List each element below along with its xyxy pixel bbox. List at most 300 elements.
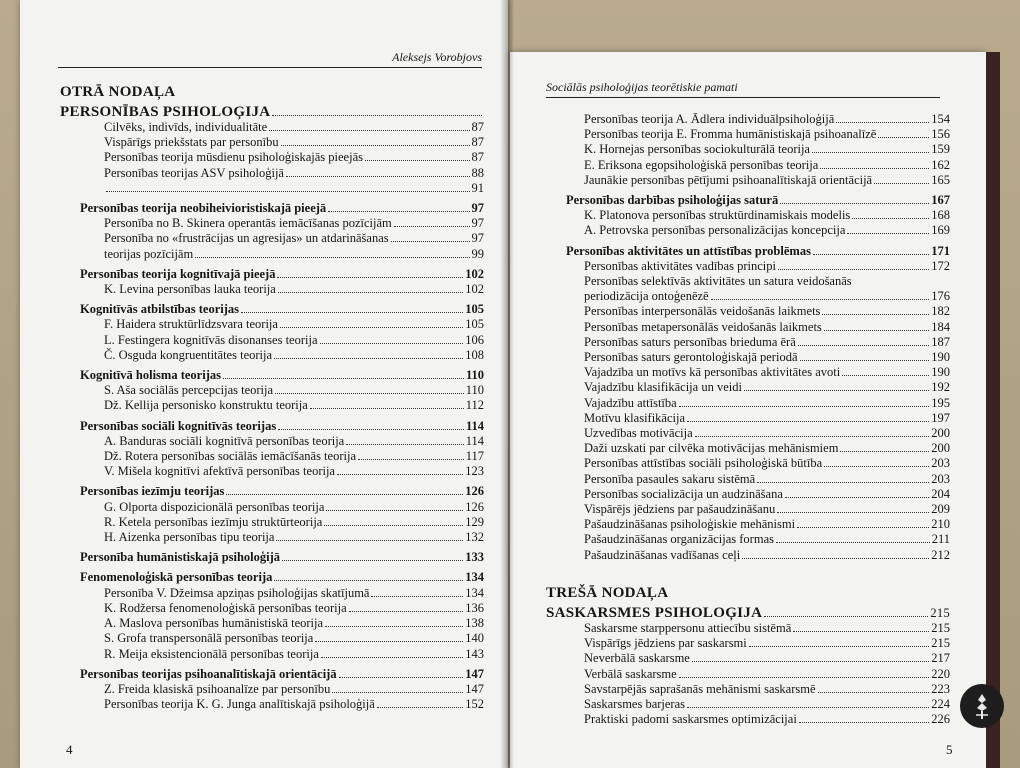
toc-page-number: 182 (931, 304, 950, 319)
toc-entry (546, 487, 950, 502)
toc-entry (546, 158, 950, 173)
leader-dots (332, 692, 463, 693)
toc-page-number: 215 (930, 605, 950, 620)
toc-entry (546, 667, 950, 682)
toc-entry-title: Č. Osguda kongruentitātes teorija (104, 347, 273, 362)
toc-page-number: 110 (465, 368, 484, 383)
toc-entry (60, 231, 484, 246)
running-head-right: Sociālās psiholoģijas teorētiskie pamati (546, 80, 940, 98)
toc-entry (60, 530, 484, 545)
leader-dots (394, 226, 470, 227)
toc-entry (546, 502, 950, 517)
toc-page-number: 200 (931, 441, 950, 456)
leader-dots (281, 145, 470, 146)
toc-page-number: 172 (931, 258, 950, 273)
toc-page-number: 190 (931, 350, 950, 365)
leader-dots (679, 406, 930, 407)
toc-section (60, 368, 484, 383)
toc-entry (60, 449, 484, 464)
toc-right (546, 112, 950, 727)
toc-entry (60, 120, 484, 135)
toc-page-number: 88 (471, 165, 484, 180)
toc-entry (60, 135, 484, 150)
toc-entry-title: Personības selektīvās aktivitātes un satura veidošanās (584, 274, 852, 289)
toc-entry-title: Daži uzskati par cilvēka motivācijas mehānismiem (584, 441, 839, 456)
toc-entry-title: K. Rodžersa fenomenoloģiskā personības teorija (104, 600, 347, 615)
toc-page-number: 190 (931, 365, 950, 380)
toc-entry (546, 456, 950, 471)
toc-page-number: 195 (931, 395, 950, 410)
toc-entry (546, 548, 950, 563)
part-label: OTRĀ NODAĻA (60, 84, 176, 100)
leader-dots (824, 466, 929, 467)
leader-dots (349, 611, 464, 612)
toc-page-number: 167 (931, 193, 950, 208)
toc-page-number: 147 (465, 681, 484, 696)
toc-section (60, 267, 484, 282)
toc-entry (60, 383, 484, 398)
toc-entry-title: Vajadzību klasifikācija un veidi (584, 380, 742, 395)
toc-section (60, 302, 484, 317)
toc-page-number: 200 (931, 426, 950, 441)
toc-entry (60, 500, 484, 515)
leader-dots (195, 257, 469, 258)
leader-dots (106, 191, 470, 192)
toc-entry (546, 712, 950, 727)
toc-entry-title: Verbālā saskarsme (584, 666, 677, 681)
toc-entry-title: Personība V. Džeimsa apziņas psiholoģijas skatījumā (104, 585, 370, 600)
toc-page-number: 126 (465, 499, 484, 514)
toc-page-number: 165 (931, 172, 950, 187)
leader-dots (852, 218, 929, 219)
leader-dots (749, 646, 929, 647)
part-spacer (546, 563, 950, 581)
toc-section (546, 244, 950, 259)
toc-entry (60, 682, 484, 697)
toc-page-number: 87 (471, 120, 484, 134)
leader-dots (391, 241, 470, 242)
toc-page-number: 184 (931, 319, 950, 334)
leader-dots (282, 560, 463, 561)
toc-entry-title: Jaunākie personības pētījumi psihoanalītiskajā orientācijā (584, 172, 873, 187)
toc-entry (546, 223, 950, 238)
toc-entry (546, 697, 950, 712)
toc-entry-title: Personības aktivitātes un attīstības problēmas (566, 243, 811, 258)
toc-page-number: 114 (465, 433, 484, 448)
toc-entry-title: Personība no B. Skinera operantās iemācīšanas pozīcijām (104, 216, 392, 231)
leader-dots (813, 254, 929, 255)
toc-entry-title: Personības teorijas ASV psiholoģijā (104, 165, 284, 180)
toc-page-number: 112 (465, 398, 484, 413)
toc-entry-title: L. Festingera kognitīvās disonanses teorija (104, 332, 318, 347)
leader-dots (274, 580, 463, 581)
toc-entry-title: E. Eriksona egopsiholoģiskā personības teorija (584, 157, 819, 172)
toc-page-number: 169 (931, 223, 950, 238)
leader-dots (777, 512, 929, 513)
toc-entry-title: F. Haidera struktūrlīdzsvara teorija (104, 317, 278, 332)
leader-dots (328, 211, 469, 212)
toc-section (60, 201, 484, 216)
leader-dots (358, 459, 464, 460)
toc-page-number: 220 (931, 666, 950, 681)
leader-dots (286, 176, 470, 177)
toc-entry (60, 616, 484, 631)
toc-entry (546, 127, 950, 142)
leader-dots (742, 558, 929, 559)
leader-dots (799, 722, 929, 723)
toc-entry (546, 259, 950, 274)
toc-page-number: 99 (471, 246, 484, 261)
toc-entry-title: K. Platonova personības struktūrdinamiskais modelis (584, 208, 851, 223)
toc-entry-title: H. Aizenka personības tipu teorija (104, 530, 275, 545)
leader-dots (274, 358, 463, 359)
toc-entry-title: S. Aša sociālās percepcijas teorija (104, 383, 274, 398)
toc-page-number: 102 (465, 282, 484, 297)
toc-page-number: 209 (931, 502, 950, 517)
leader-dots (780, 203, 929, 204)
toc-entry-title: Pašaudzināšanas organizācijas formas (584, 532, 774, 547)
toc-entry (546, 304, 950, 319)
leader-dots (275, 393, 464, 394)
toc-page-number: 224 (931, 696, 950, 711)
toc-page-number: 147 (465, 666, 484, 681)
toc-page-number: 105 (465, 317, 484, 332)
toc-page-number: 126 (465, 484, 484, 499)
leader-dots (836, 122, 929, 123)
toc-entry-title: Fenomenoloģiskā personības teorija (80, 570, 273, 585)
part-title-text: PERSONĪBAS PSIHOLOĢIJA (60, 104, 271, 120)
leader-dots (346, 444, 463, 445)
toc-entry (60, 697, 484, 712)
toc-page-number: 171 (931, 243, 950, 258)
toc-entry-title: Personība pasaules sakaru sistēmā (584, 471, 756, 486)
page-number-left: 4 (66, 742, 73, 757)
toc-page-number: 187 (931, 334, 950, 349)
toc-page-number: 197 (931, 410, 950, 425)
leader-dots (320, 343, 464, 344)
toc-entry (60, 398, 484, 413)
toc-entry-title: Personības saturs personības brieduma ērā (584, 334, 796, 349)
toc-entry-title: Vispārējs jēdziens par pašaudzināšanu (584, 502, 776, 517)
leader-dots (818, 692, 930, 693)
leader-dots (874, 183, 929, 184)
toc-entry (60, 282, 484, 297)
toc-entry (60, 317, 484, 332)
toc-entry (546, 426, 950, 441)
toc-entry-title: Personības aktivitātes vadības principi (584, 258, 776, 273)
leader-dots (847, 233, 929, 234)
toc-entry-title: Personības socializācija un audzināšana (584, 486, 783, 501)
leader-dots (325, 626, 463, 627)
toc-entry (546, 396, 950, 411)
toc-section (60, 484, 484, 499)
leader-dots (687, 707, 929, 708)
toc-page-number: 176 (931, 289, 950, 304)
leader-dots (365, 160, 470, 161)
toc-page-number: 162 (931, 157, 950, 172)
toc-entry (60, 586, 484, 601)
leader-dots (757, 482, 929, 483)
toc-page-number: 154 (931, 112, 950, 126)
toc-entry (546, 112, 950, 127)
toc-entry-title: Vajadzība un motīvs kā personības aktivitātes avoti (584, 365, 841, 380)
cover-edge (986, 52, 1000, 768)
left-page (20, 0, 508, 768)
toc-page-number: 133 (465, 550, 484, 565)
toc-entry-title: Personības sociāli kognitīvās teorijas (80, 418, 277, 433)
toc-section (60, 667, 484, 682)
toc-page-number: 132 (465, 530, 484, 545)
toc-page-number: 204 (931, 486, 950, 501)
toc-entry (546, 682, 950, 697)
toc-page-number: 97 (471, 216, 484, 231)
toc-entry-title: S. Grofa transpersonālā personības teorija (104, 631, 314, 646)
leader-dots (695, 436, 930, 437)
toc-page-number: 91 (471, 180, 484, 195)
toc-entry-title: Personības metapersonālās veidošanās laikmets (584, 319, 822, 334)
toc-page-number: 97 (471, 201, 484, 216)
page-number-right: 5 (946, 742, 953, 757)
toc-entry (546, 173, 950, 188)
toc-entry (546, 651, 950, 666)
leader-dots (797, 527, 929, 528)
toc-page-number: 203 (931, 456, 950, 471)
toc-page-number: 114 (465, 418, 484, 433)
toc-entry-title: Personības teorijas psihoanalītiskajā orientācijā (80, 666, 337, 681)
toc-page-number: 217 (931, 651, 950, 666)
toc-entry (546, 289, 950, 304)
leader-dots (226, 494, 463, 495)
toc-entry-title: Personības teorija mūsdienu psiholoģiskajās pieejās (104, 150, 363, 165)
toc-entry (546, 142, 950, 157)
toc-page-number: 211 (931, 532, 950, 547)
toc-entry-title: Kognitīvā holisma teorijas (80, 368, 221, 383)
toc-entry-title: Uzvedības motivācija (584, 426, 693, 441)
toc-entry (60, 647, 484, 662)
leader-dots (798, 345, 930, 346)
toc-entry-title: Vispārīgs jēdziens par saskarsmi (584, 636, 747, 651)
leader-dots (337, 474, 463, 475)
toc-entry (60, 150, 484, 165)
toc-page-number: 192 (931, 380, 950, 395)
leader-dots (744, 390, 929, 391)
running-head-left: Aleksejs Vorobjovs (58, 50, 482, 68)
leader-dots (800, 360, 930, 361)
toc-page-number: 110 (465, 383, 484, 398)
leader-dots (339, 677, 464, 678)
tree-logo-icon (960, 684, 1004, 728)
toc-entry-title: A. Banduras sociāli kognitīvā personības teorija (104, 433, 345, 448)
toc-entry-title: Personības teorija kognitīvajā pieejā (80, 266, 276, 281)
toc-page-number: 226 (931, 712, 950, 727)
toc-page-number: 140 (465, 631, 484, 646)
toc-entry-title: G. Olporta dispozicionālā personības teorija (104, 499, 325, 514)
toc-entry (546, 274, 950, 289)
toc-entry-title: A. Petrovska personības personalizācijas koncepcija (584, 223, 846, 238)
toc-entry-title: Personība no «frustrācijas un agresijas» un atdarināšanas (104, 231, 389, 246)
leader-dots (824, 330, 929, 331)
toc-entry (546, 335, 950, 350)
toc-entry (546, 472, 950, 487)
toc-page-number: 87 (471, 135, 484, 150)
leader-dots (269, 130, 469, 131)
toc-entry-title: R. Meija eksistencionālā personības teorija (104, 646, 319, 661)
book-spine (500, 0, 514, 768)
toc-entry (546, 636, 950, 651)
leader-dots (326, 510, 463, 511)
toc-page-number: 143 (465, 646, 484, 661)
leader-dots (276, 540, 463, 541)
toc-entry-title: V. Mišela kognitīvi afektīvā personības teorija (104, 464, 335, 479)
toc-page-number: 105 (465, 302, 484, 317)
leader-dots (315, 641, 463, 642)
toc-entry-title: Pašaudzināšanas vadīšanas ceļi (584, 547, 741, 562)
toc-entry-title: Vajadzību attīstība (584, 395, 677, 410)
toc-entry-title: Personības attīstības sociāli psiholoģiskā būtība (584, 456, 823, 471)
toc-left (60, 80, 484, 712)
toc-entry-title: Pašaudzināšanas psiholoģiskie mehānismi (584, 517, 796, 532)
leader-dots (840, 451, 929, 452)
toc-page-number: 223 (931, 681, 950, 696)
leader-dots (371, 596, 463, 597)
toc-entry-title: R. Ketela personības iezīmju struktūrteorija (104, 514, 323, 529)
leader-dots (280, 327, 463, 328)
toc-page-number: 152 (465, 697, 484, 712)
toc-entry-title: Personības teorija K. G. Junga analītiskajā psiholoģijā (104, 697, 375, 712)
leader-dots (878, 137, 929, 138)
toc-entry (546, 350, 950, 365)
toc-entry-title: Personības teorija E. Fromma humānistiskajā psihoanalīzē (584, 127, 877, 142)
toc-entry-title: Personības saturs gerontoloģiskajā periodā (584, 350, 798, 365)
leader-dots (687, 421, 929, 422)
toc-page-number: 136 (465, 600, 484, 615)
toc-entry-title: Dž. Rotera personības sociālās iemācīšanās teorija (104, 449, 356, 464)
toc-entry-title: K. Hornejas personības sociokulturālā teorija (584, 142, 810, 157)
toc-page-number: 203 (931, 471, 950, 486)
toc-entry (546, 441, 950, 456)
toc-entry-title: Saskarsme starppersonu attiecību sistēmā (584, 620, 792, 635)
leader-dots (711, 299, 930, 300)
toc-page-number: 123 (465, 464, 484, 479)
toc-entry-title: Z. Freida klasiskā psihoanalīze par personību (104, 681, 331, 696)
toc-page-number: 102 (465, 266, 484, 281)
leader-dots (278, 429, 464, 430)
right-page (510, 52, 986, 768)
toc-entry-title: Kognitīvās atbilstības teorijas (80, 302, 240, 317)
leader-dots (793, 631, 929, 632)
toc-page-number: 156 (931, 127, 950, 142)
toc-page-number: 129 (465, 514, 484, 529)
toc-page-number: 159 (931, 142, 950, 157)
toc-entry (546, 411, 950, 426)
toc-entry (60, 348, 484, 363)
toc-entry (546, 320, 950, 335)
part-title (546, 605, 950, 621)
leader-dots (842, 375, 929, 376)
leader-dots (278, 292, 463, 293)
leader-dots (272, 115, 482, 116)
toc-left-rows (60, 120, 484, 712)
leader-dots (277, 277, 463, 278)
toc-entry (60, 247, 484, 262)
leader-dots (776, 542, 930, 543)
leader-dots (679, 677, 930, 678)
toc-page-number: 117 (465, 449, 484, 464)
leader-dots (241, 312, 463, 313)
toc-entry-title: Personības darbības psiholoģijas saturā (566, 193, 779, 208)
toc-entry (60, 434, 484, 449)
toc-entry-title: Vispārīgs priekšstats par personību (104, 135, 279, 150)
toc-entry-title: Dž. Kellija personisko konstruktu teorija (104, 398, 308, 413)
toc-entry (546, 621, 950, 636)
toc-entry (546, 532, 950, 547)
part-label: TREŠĀ NODAĻA (546, 584, 669, 601)
toc-entry (546, 365, 950, 380)
toc-entry-title: Personības iezīmju teorijas (80, 484, 225, 499)
leader-dots (324, 525, 463, 526)
leader-dots (310, 408, 464, 409)
toc-entry (60, 601, 484, 616)
toc-entry (60, 333, 484, 348)
leader-dots (692, 661, 929, 662)
toc-page-number: 108 (465, 347, 484, 362)
toc-entry-title: Personības teorija A. Ādlera individuālpsiholoģijā (584, 112, 835, 126)
toc-section (546, 193, 950, 208)
leader-dots (822, 314, 929, 315)
toc-page-number: 134 (465, 585, 484, 600)
toc-entry (60, 181, 484, 196)
toc-entry (60, 464, 484, 479)
toc-entry-title: A. Maslova personības humānistiskā teorija (104, 616, 324, 631)
leader-dots (778, 269, 929, 270)
toc-page-number: 106 (465, 332, 484, 347)
toc-page-number: 210 (931, 517, 950, 532)
toc-section (60, 550, 484, 565)
toc-page-number: 215 (931, 620, 950, 635)
toc-right-rows (546, 112, 950, 727)
leader-dots (820, 168, 929, 169)
toc-entry-title: Personības teorija neobiheivioristiskajā pieejā (80, 201, 327, 216)
toc-entry-title: teorijas pozīcijām (104, 246, 194, 261)
toc-entry-title: Cilvēks, indivīds, individualitāte (104, 120, 268, 134)
toc-entry (60, 216, 484, 231)
toc-section (60, 419, 484, 434)
toc-page-number: 134 (465, 570, 484, 585)
toc-entry-title: Neverbālā saskarsme (584, 651, 690, 666)
toc-page-number: 168 (931, 208, 950, 223)
toc-entry-title: K. Levina personības lauka teorija (104, 282, 276, 297)
toc-entry (60, 631, 484, 646)
leader-dots (764, 616, 928, 617)
toc-entry (546, 517, 950, 532)
toc-entry (60, 166, 484, 181)
toc-entry (60, 515, 484, 530)
toc-page-number: 97 (471, 231, 484, 246)
part-title-text: SASKARSMES PSIHOLOĢIJA (546, 604, 763, 621)
part-title (60, 104, 484, 120)
leader-dots (223, 378, 464, 379)
toc-page-number: 138 (465, 616, 484, 631)
toc-page-number: 212 (931, 547, 950, 562)
toc-page-number: 87 (471, 150, 484, 165)
toc-entry-title: Praktiski padomi saskarsmes optimizācijai (584, 712, 797, 727)
toc-entry (546, 380, 950, 395)
toc-section (60, 570, 484, 585)
toc-entry-title: Motīvu klasifikācija (584, 410, 686, 425)
leader-dots (812, 152, 929, 153)
leader-dots (321, 657, 463, 658)
leader-dots (377, 707, 463, 708)
